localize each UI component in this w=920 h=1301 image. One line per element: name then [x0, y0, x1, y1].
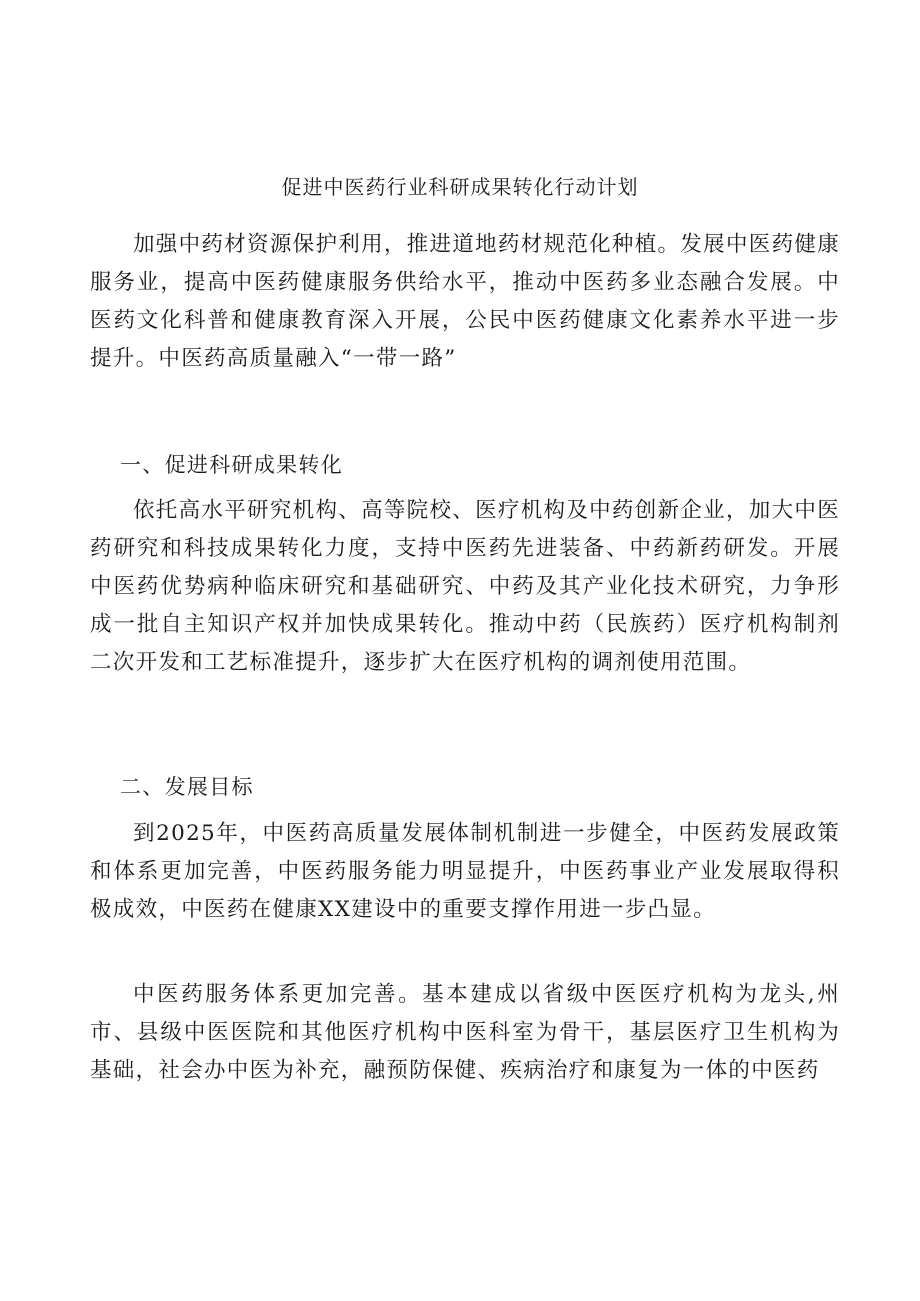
section-1-paragraph: 依托高水平研究机构、高等院校、医疗机构及中药创新企业，加大中医药研究和科技成果转化力度，支持中医药先进装备、中药新药研发。开展中医药优势病种临床研究和基础研究、中药及其产业化技术研究，力争形成一批自主知识产权并加快成果转化。推动中药（民族药）医疗机构制剂二次开发和工艺标准提升，逐步扩大在医疗机构的调剂使用范围。 [90, 498, 840, 675]
section-2-paragraph-1: 到2025年，中医药高质量发展体制机制进一步健全，中医药发展政策和体系更加完善，中医药服务能力明显提升，中医药事业产业发展取得积极成效，中医药在健康XX建设中的重要支撑作用进一步凸显。 [90, 821, 840, 922]
intro-paragraph: 加强中药材资源保护利用，推进道地药材规范化种植。发展中医药健康服务业，提高中医药健康服务供给水平，推动中医药多业态融合发展。中医药文化科普和健康教育深入开展，公民中医药健康文化素养水平进一步提升。中医药高质量融入“一带一路” [90, 232, 840, 371]
section-2-paragraph-2: 中医药服务体系更加完善。基本建成以省级中医医疗机构为龙头,州市、县级中医医院和其他医疗机构中医科室为骨干，基层医疗卫生机构为基础，社会办中医为补充，融预防保健、疾病治疗和康复为一体的中医药 [90, 982, 840, 1083]
document-title: 促进中医药行业科研成果转化行动计划 [281, 175, 639, 199]
section-heading-1: 一、促进科研成果转化 [120, 453, 343, 477]
section-heading-2: 二、发展目标 [120, 775, 254, 799]
